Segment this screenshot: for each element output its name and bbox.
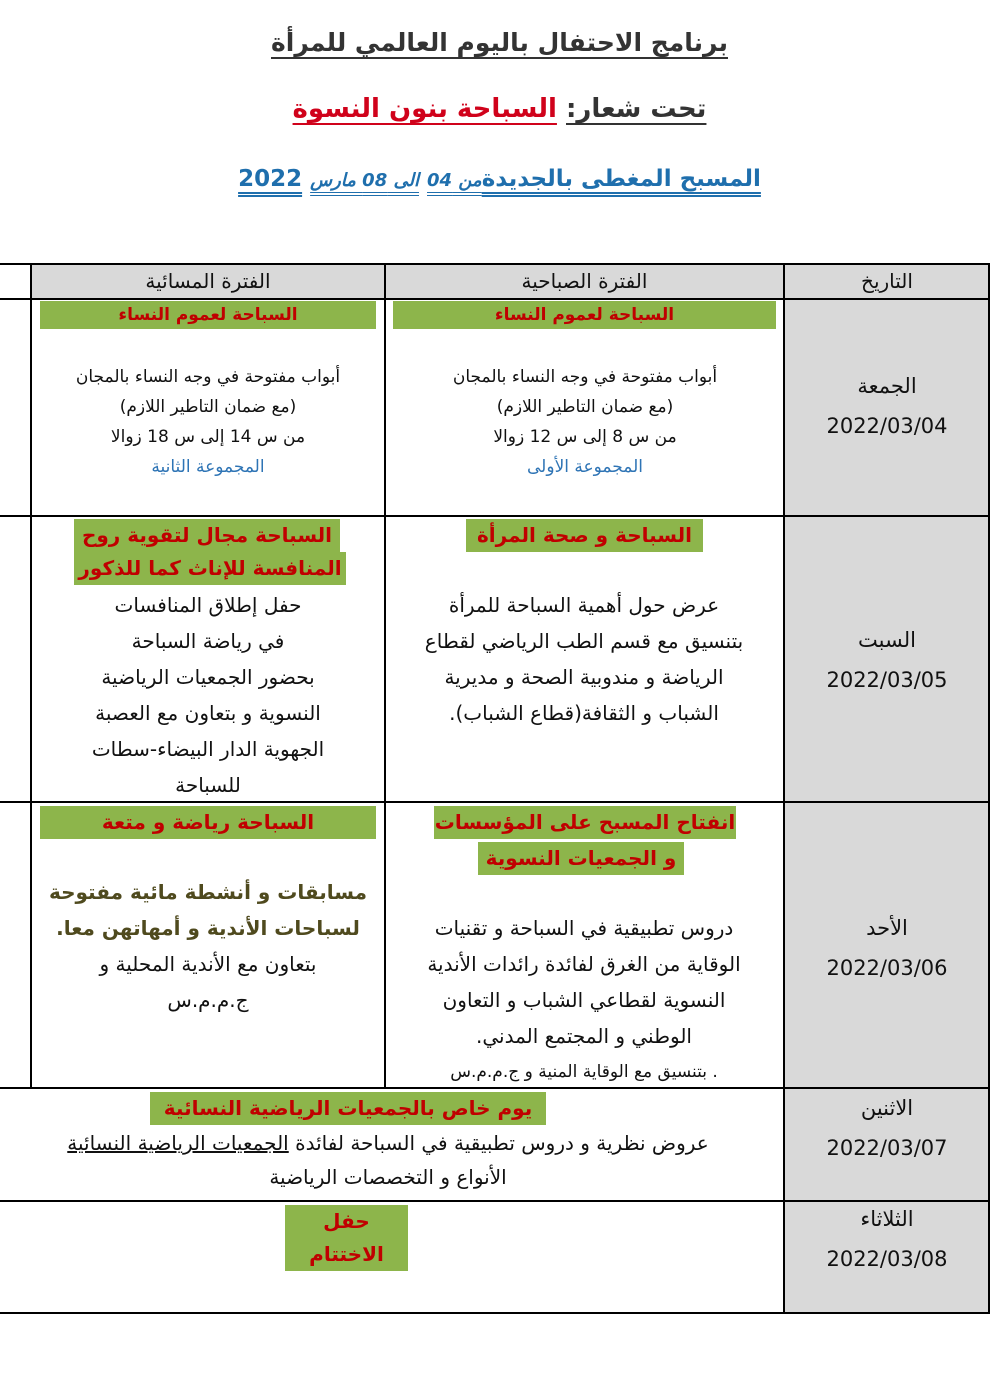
grid-line: [783, 263, 785, 1314]
detail-line: عرض حول أهمية السباحة للمرأة: [448, 593, 720, 617]
detail-line: دروس تطبيقية في السباحة و تقنيات: [434, 916, 734, 940]
day-name: الثلاثاء: [860, 1207, 914, 1231]
evening-activity-tag: السباحة رياضة و متعة: [40, 806, 376, 839]
detail-line: النسوية و بتعاون مع العصبة: [95, 701, 321, 725]
group-label: المجموعة الأولى: [527, 457, 643, 477]
morning-activity-tag-line: و الجمعيات النسوية: [478, 842, 684, 875]
highlight-line: لسباحات الأندية و أمهاتهن معا.: [56, 916, 360, 940]
day-name: الاثنين: [860, 1096, 914, 1120]
grid-line: [30, 263, 32, 1089]
detail-line: الرياضة و مندوبية الصحة و مديرية: [444, 665, 724, 689]
evening-activity-tag-line: السباحة مجال لتقوية روح: [74, 519, 340, 552]
row-date: [786, 908, 988, 988]
slogan: [0, 94, 999, 124]
date-value: 2022/03/06: [826, 956, 948, 980]
morning-details: [396, 362, 774, 482]
row-date: [786, 366, 988, 446]
row-date: [786, 1199, 988, 1279]
evening-details: [38, 587, 378, 803]
detail-line-end: الجمعيات الرياضية النسائية: [67, 1131, 289, 1155]
detail-line: من س 14 إلى س 18 زوالا: [110, 427, 306, 447]
evening-details: [38, 874, 378, 1018]
detail-line: بتعاون مع الأندية المحلية و: [99, 952, 317, 976]
morning-note: . بتنسيق مع الوقاية المنية و ج.م.م.س: [450, 1062, 718, 1082]
header-evening: الفترة المسائية: [145, 269, 271, 293]
venue-dates: [0, 166, 999, 192]
page-title: برنامج الاحتفال باليوم العالمي للمرأة: [271, 28, 728, 57]
morning-activity-tag: السباحة لعموم النساء: [393, 301, 776, 329]
detail-line: [0, 1126, 776, 1160]
venue-from: من 04: [427, 170, 482, 191]
grid-line: [0, 1312, 990, 1314]
day-name: الجمعة: [857, 374, 917, 398]
detail-line: أبواب مفتوحة في وجه النساء بالمجان: [75, 367, 341, 387]
grid-line: [0, 515, 990, 517]
detail-line: الجهوية الدار البيضاء-سطات: [91, 737, 325, 761]
morning-details: [392, 910, 776, 1054]
slogan-lead: تحت شعار:: [566, 94, 707, 124]
evening-activity-tag: السباحة لعموم النساء: [40, 301, 376, 329]
detail-line: النسوية لقطاعي الشباب و التعاون: [442, 988, 726, 1012]
date-value: 2022/03/05: [826, 668, 948, 692]
venue-year: 2022: [238, 166, 303, 192]
header-morning: الفترة الصباحية: [521, 269, 648, 293]
morning-activity-tag-line: انفتاح المسبح على المؤسسات: [434, 806, 736, 839]
date-value: 2022/03/08: [826, 1247, 948, 1271]
full-day-activity-tag: يوم خاص بالجمعيات الرياضية النسائية: [150, 1092, 546, 1125]
detail-line: للسباحة: [175, 773, 241, 797]
slogan-text: السباحة بنون النسوة: [292, 94, 557, 124]
detail-line-start: عروض نظرية و دروس تطبيقية في السباحة لفائدة: [295, 1131, 709, 1155]
morning-details: [392, 587, 776, 731]
header-date: التاريخ: [861, 269, 913, 293]
grid-line: [988, 263, 990, 1314]
detail-line: الشباب و الثقافة(قطاع الشباب).: [449, 701, 719, 725]
row-date: [786, 1088, 988, 1168]
evening-activity-tag-line: المنافسة للإناث كما للذكور: [74, 552, 346, 585]
group-label: المجموعة الثانية: [151, 457, 265, 477]
detail-line: بحضور الجمعيات الرياضية: [101, 665, 315, 689]
day-name: السبت: [858, 628, 916, 652]
detail-line: في رياضة السباحة: [131, 629, 285, 653]
venue-to: الى 08 مارس: [310, 170, 419, 191]
grid-line: [384, 263, 386, 1089]
highlight-line: مسابقات و أنشطة مائية مفتوحة: [48, 880, 368, 904]
closing-ceremony-tag: حفل الاختتام: [285, 1205, 408, 1271]
full-day-details: [0, 1126, 776, 1194]
date-value: 2022/03/04: [826, 414, 948, 438]
detail-line: الوقاية من الغرق لفائدة رائدات الأندية: [427, 952, 741, 976]
detail-line: الأنواع و التخصصات الرياضية: [269, 1165, 507, 1189]
evening-details: [38, 362, 378, 482]
morning-activity-tag: السباحة و صحة المرأة: [466, 519, 703, 552]
day-name: الأحد: [866, 916, 908, 940]
detail-line: بتنسيق مع قسم الطب الرياضي لقطاع: [424, 629, 744, 653]
detail-line: حفل إطلاق المنافسات: [114, 593, 302, 617]
row-date: [786, 620, 988, 700]
detail-line: ج.م.م.س: [167, 988, 249, 1012]
venue-name: المسبح المغطى بالجديدة: [481, 166, 761, 192]
detail-line: (مع ضمان التاطير اللازم): [496, 397, 674, 417]
detail-line: من س 8 إلى س 12 زوالا: [493, 427, 677, 447]
detail-line: أبواب مفتوحة في وجه النساء بالمجان: [452, 367, 718, 387]
date-value: 2022/03/07: [826, 1136, 948, 1160]
detail-line: الوطني و المجتمع المدني.: [475, 1024, 692, 1048]
detail-line: (مع ضمان التاطير اللازم): [119, 397, 297, 417]
